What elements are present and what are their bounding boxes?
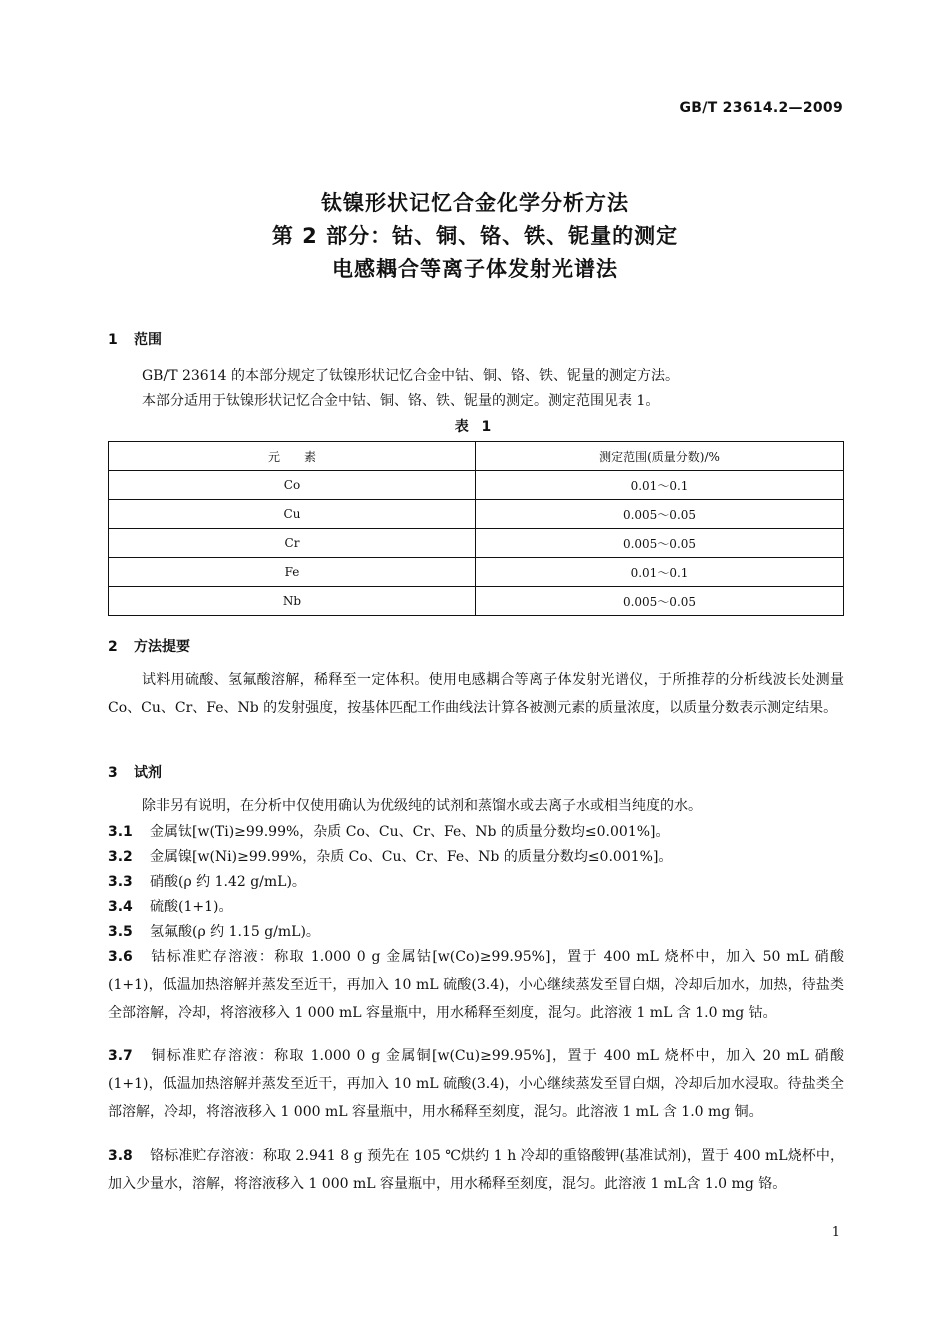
- list-item: [108, 943, 844, 1027]
- table-caption: 表 1: [454, 419, 496, 435]
- table-cell: 0.005～0.05: [476, 529, 844, 558]
- table-row: [109, 471, 844, 500]
- section-1-heading: [108, 329, 162, 349]
- section-3-heading: [108, 762, 162, 782]
- table-cell: 0.005～0.05: [476, 500, 844, 529]
- item-number: 3.4: [108, 899, 133, 915]
- item-number: 3.1: [108, 824, 133, 840]
- table-cell: 0.005～0.05: [476, 587, 844, 616]
- table-row: [109, 500, 844, 529]
- table-cell: Fe: [109, 558, 476, 587]
- table-row: [109, 529, 844, 558]
- paragraph: 除非另有说明，在分析中仅使用确认为优级纯的试剂和蒸馏水或去离子水或相当纯度的水。: [142, 798, 702, 814]
- item-text: 钴标准贮存溶液：称取 1.000 0 g 金属钴[w(Co)≥99.95%]，置于 400 mL 烧杯中，加入 50 mL 硝酸(1+1)，低温加热溶解并蒸发至近干，再加入 10 mL 硫酸(3.4)，小心继续蒸发至冒白烟，冷却后加水，加热，待盐类全部溶解，冷却，将溶液移入 1 000 mL 容量瓶中，用水稀释至刻度，混匀。此溶液 1 mL 含 1.0 mg 钴。: [108, 949, 844, 1021]
- list-item: [108, 918, 844, 946]
- item-number: 3.3: [108, 874, 133, 890]
- page-number: 1: [831, 1225, 840, 1240]
- item-text: 金属镍[w(Ni)≥99.99%，杂质 Co、Cu、Cr、Fe、Nb 的质量分数均≤0.001%]。: [150, 849, 673, 865]
- item-text: 氢氟酸(ρ 约 1.15 g/mL)。: [150, 924, 320, 940]
- document-title-line-1: 钛镍形状记忆合金化学分析方法: [321, 191, 629, 215]
- list-item: [108, 843, 844, 871]
- section-number: 2: [108, 639, 118, 655]
- list-item: [108, 868, 844, 896]
- table-cell: 0.01～0.1: [476, 471, 844, 500]
- document-title-line-3: 电感耦合等离子体发射光谱法: [332, 257, 618, 281]
- table-header-cell: 测定范围(质量分数)/%: [476, 442, 844, 471]
- item-text: 铬标准贮存溶液：称取 2.941 8 g 预先在 105 ℃烘约 1 h 冷却的重铬酸钾(基准试剂)，置于 400 mL烧杯中，加入少量水，溶解，将溶液移入 1 000 mL 容量瓶中，用水稀释至刻度，混匀。此溶液 1 mL含 1.0 mg 铬。: [108, 1148, 844, 1192]
- document-title-line-2: 第 2 部分：钴、铜、铬、铁、铌量的测定: [271, 224, 679, 248]
- item-number: 3.7: [108, 1048, 133, 1064]
- list-item: [108, 1142, 844, 1198]
- item-number: 3.5: [108, 924, 133, 940]
- paragraph: GB/T 23614 的本部分规定了钛镍形状记忆合金中钴、铜、铬、铁、铌量的测定方法。: [142, 368, 679, 384]
- section-title: 方法提要: [134, 639, 190, 655]
- list-item: [108, 818, 844, 846]
- paragraph: 本部分适用于钛镍形状记忆合金中钴、铜、铬、铁、铌量的测定。测定范围见表 1。: [142, 393, 660, 409]
- table-row: [109, 587, 844, 616]
- item-number: 3.2: [108, 849, 133, 865]
- range-table: [108, 441, 844, 616]
- item-text: 硝酸(ρ 约 1.42 g/mL)。: [150, 874, 306, 890]
- section-number: 3: [108, 765, 118, 781]
- table-cell: Cr: [109, 529, 476, 558]
- item-text: 金属钛[w(Ti)≥99.99%，杂质 Co、Cu、Cr、Fe、Nb 的质量分数均≤0.001%]。: [150, 824, 670, 840]
- table-cell: Nb: [109, 587, 476, 616]
- section-2-heading: [108, 636, 190, 656]
- item-number: 3.8: [108, 1148, 133, 1164]
- paragraph: 试料用硫酸、氢氟酸溶解，稀释至一定体积。使用电感耦合等离子体发射光谱仪，于所推荐的分析线波长处测量 Co、Cu、Cr、Fe、Nb 的发射强度，按基体匹配工作曲线法计算各被测元素的质量浓度，以质量分数表示测定结果。: [108, 672, 844, 716]
- section-title: 试剂: [134, 765, 162, 781]
- table-cell: 0.01～0.1: [476, 558, 844, 587]
- list-item: [108, 893, 844, 921]
- table-cell: Co: [109, 471, 476, 500]
- table-row: [109, 558, 844, 587]
- item-text: 硫酸(1+1)。: [150, 899, 233, 915]
- section-number: 1: [108, 332, 118, 348]
- table-header-row: [109, 442, 844, 471]
- list-item: [108, 1042, 844, 1126]
- standard-number: GB/T 23614.2—2009: [679, 100, 843, 116]
- item-text: 铜标准贮存溶液：称取 1.000 0 g 金属铜[w(Cu)≥99.95%]，置于 400 mL 烧杯中，加入 20 mL 硝酸(1+1)，低温加热溶解并蒸发至近干，再加入 10 mL 硫酸(3.4)，小心继续蒸发至冒白烟，冷却后加水浸取。待盐类全部溶解，冷却，将溶液移入 1 000 mL 容量瓶中，用水稀释至刻度，混匀。此溶液 1 mL 含 1.0 mg 铜。: [108, 1048, 844, 1120]
- table-cell: Cu: [109, 500, 476, 529]
- item-number: 3.6: [108, 949, 133, 965]
- section-title: 范围: [134, 332, 162, 348]
- table-header-cell: 元 素: [109, 442, 476, 471]
